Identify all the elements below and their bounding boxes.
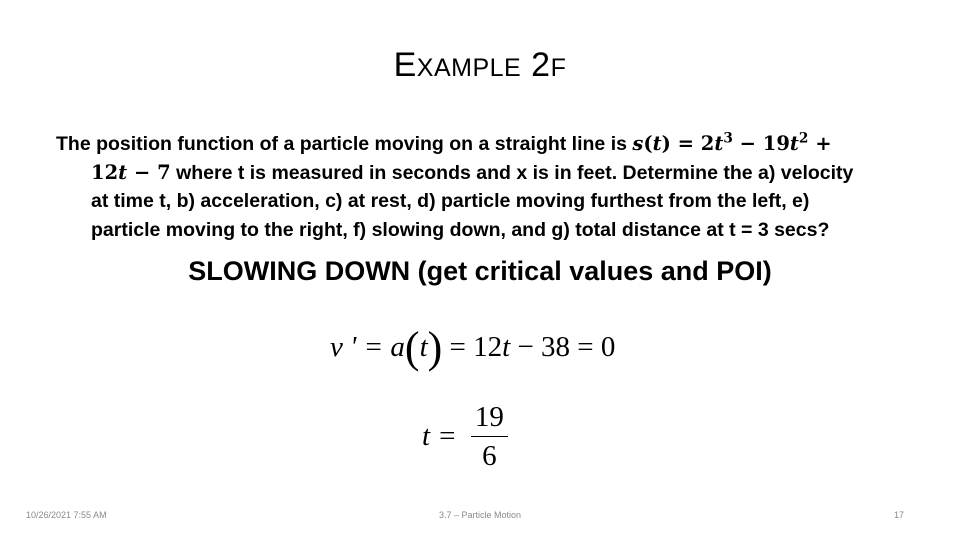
problem-line-1-text: The position function of a particle moving on a straight line is bbox=[56, 133, 633, 155]
problem-line-2 bbox=[56, 159, 916, 188]
problem-line-2-text: where t is measured in seconds and x is in feet. Determine the a) velocity bbox=[170, 161, 854, 184]
title-letter-e: E bbox=[393, 46, 417, 84]
title-word-xample: XAMPLE bbox=[416, 54, 522, 82]
problem-line-3: at time t, b) acceleration, c) at rest, d) particle moving furthest from the left, e) bbox=[91, 190, 810, 212]
footer-page-number: 17 bbox=[893, 510, 904, 520]
acceleration-equation: v ' = a(t) = 12t − 38 = 0 bbox=[330, 323, 616, 372]
eq2-lhs: t = bbox=[422, 419, 457, 452]
fraction-numerator: 19 bbox=[471, 400, 508, 437]
problem-line-4: particle moving to the right, f) slowing down, and g) total distance at t = 3 secs? bbox=[91, 218, 830, 241]
title-number: 2 bbox=[521, 46, 551, 84]
critical-value-equation bbox=[422, 396, 508, 476]
section-subheading: SLOWING DOWN (get critical values and POI) bbox=[188, 256, 772, 286]
position-function-math: $s(t) = 2t^3 - 19t^2$ + bbox=[632, 130, 832, 155]
footer-section: 3.7 – Particle Motion bbox=[438, 510, 522, 520]
footer-date: 10/26/2021 7:55 AM bbox=[26, 510, 107, 520]
title-letter-f: F bbox=[550, 54, 567, 82]
position-function-math-cont: 12t − 7 bbox=[91, 160, 171, 184]
fraction bbox=[471, 400, 508, 473]
fraction-denominator: 6 bbox=[482, 439, 497, 472]
problem-statement bbox=[56, 130, 916, 244]
slide-title bbox=[0, 46, 960, 85]
problem-line-1 bbox=[56, 130, 916, 159]
